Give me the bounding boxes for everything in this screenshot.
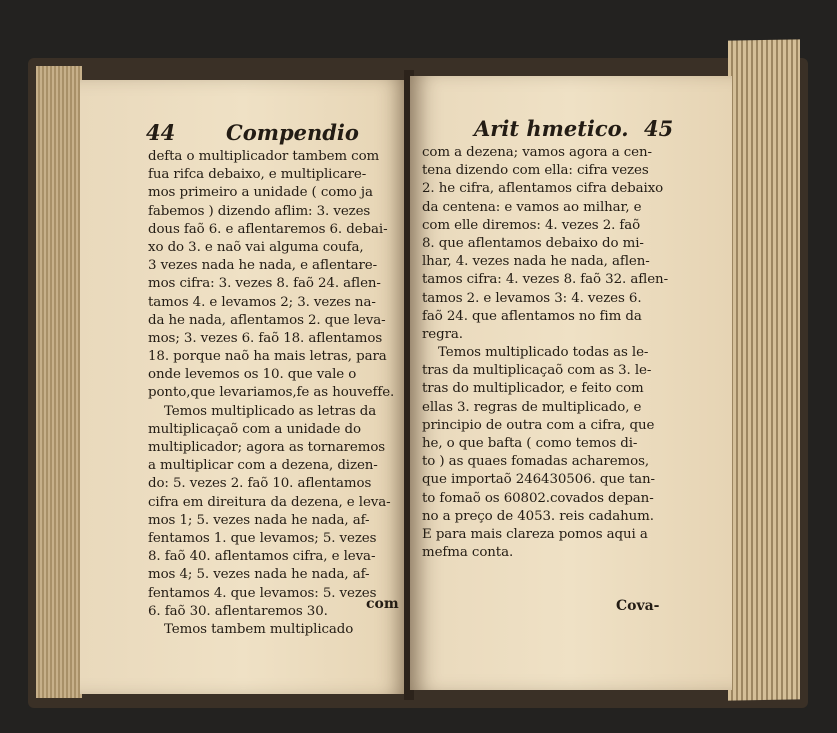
text-line: da centena: e vamos ao milhar, e [422,199,642,215]
left-page-body [148,148,394,639]
right-page-number: 45 [644,116,674,141]
left-page-edges [36,66,82,698]
text-line: tamos 2. e levamos 3: 4. vezes 6. [422,290,642,306]
text-line: faõ 24. que aflentamos no fim da [422,308,642,324]
text-line: onde levemos os 10. que vale o [148,367,357,383]
text-line: cifra em direitura da dezena, e leva- [148,494,391,510]
text-line: ellas 3. regras de multiplicado, e [422,399,642,415]
text-line: com a dezena; vamos agora a cen- [422,145,652,160]
text-line: 8. faõ 40. aflentamos cifra, e leva- [148,549,376,565]
text-line: principio de outra com a cifra, que [422,417,655,433]
text-line: com elle diremos: 4. vezes 2. faõ [422,217,641,233]
text-line: tena dizendo com ella: cifra vezes [422,163,649,179]
text-line: mefma conta. [422,545,514,561]
right-page-edges [728,39,800,700]
text-line: 18. porque naõ ha mais letras, para [148,349,387,365]
right-page [410,76,732,690]
right-page-body [422,144,680,562]
text-line: lhar, 4. vezes nada he nada, aflen- [422,254,650,270]
text-line: 3 vezes nada he nada, e aflentare- [148,258,378,274]
text-line: to ) as quaes fomadas acharemos, [422,454,650,470]
text-line: 8. que aflentamos debaixo do mi- [422,235,644,251]
text-line: dous faõ 6. e aflentaremos 6. debai- [148,221,388,237]
text-line: tamos cifra: 4. vezes 8. faõ 32. aflen- [422,272,669,288]
text-line: mos cifra: 3. vezes 8. faõ 24. aflen- [148,276,381,292]
text-line: do: 5. vezes 2. faõ 10. aflentamos [148,476,372,492]
text-line: fua rifca debaixo, e multiplicare- [148,167,367,183]
text-line: tras do multiplicador, e feito com [422,381,644,397]
text-line: fabemos ) dizendo aflim: 3. vezes [148,203,371,219]
left-catchword: com [366,596,399,612]
text-line: defta o multiplicador tambem com [148,149,380,164]
text-line: Temos multiplicado as letras da [164,403,377,419]
text-line: mos; 3. vezes 6. faõ 18. aflentamos [148,330,383,346]
right-running-title: Arit hmetico. [474,116,629,141]
text-line: multiplicaçaõ com a unidade do [148,421,361,437]
text-line: que importaõ 246430506. que tan- [422,472,655,488]
text-line: mos primeiro a unidade ( como ja [148,185,373,201]
text-line: ponto,que levariamos,fe as houveffe. [148,385,395,401]
text-line: xo do 3. e naõ vai alguma coufa, [148,239,364,255]
text-line: no a preço de 4053. reis cadahum. [422,508,654,524]
text-line: Temos tambem multiplicado [164,621,354,637]
text-line: fentamos 4. que levamos: 5. vezes [148,585,377,601]
text-line: tras da multiplicaçaõ com as 3. le- [422,363,652,379]
text-line: tamos 4. e levamos 2; 3. vezes na- [148,294,376,310]
left-page-number: 44 [146,120,176,145]
text-line: he, o que bafta ( como temos di- [422,436,638,451]
text-line: Temos multiplicado todas as le- [438,345,649,361]
left-running-title: Compendio [226,120,359,145]
text-line: mos 4; 5. vezes nada he nada, af- [148,567,370,583]
text-line: fentamos 1. que levamos; 5. vezes [148,530,377,546]
text-line: E para mais clareza pomos aqui a [422,526,648,542]
text-line: 2. he cifra, aflentamos cifra debaixo [422,181,664,197]
right-catchword: Cova- [616,598,660,614]
text-line: da he nada, aflentamos 2. que leva- [148,312,386,328]
text-line: 6. faõ 30. aflentaremos 30. [148,603,328,619]
text-line: regra. [422,326,463,342]
text-line: to fomaõ os 60802.covados depan- [422,490,654,506]
text-line: multiplicador; agora as tornaremos [148,440,386,455]
left-page [80,80,408,694]
text-line: a multiplicar com a dezena, dizen- [148,458,378,474]
text-line: mos 1; 5. vezes nada he nada, af- [148,512,370,528]
